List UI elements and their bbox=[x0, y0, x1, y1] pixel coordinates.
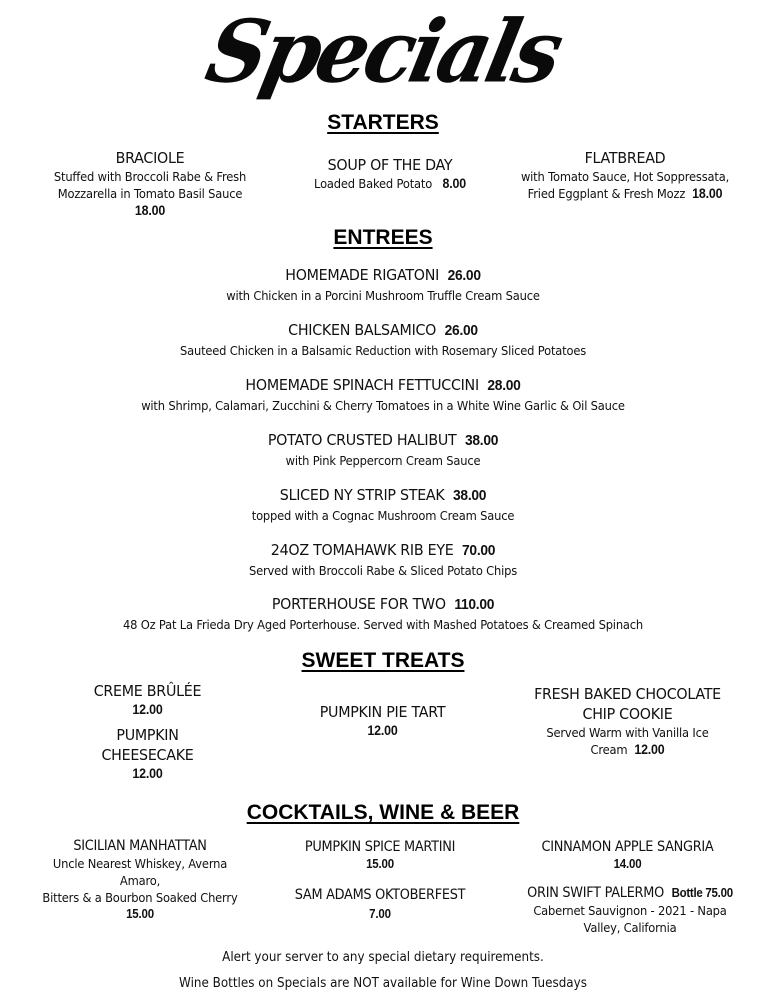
item-price: 38.00 bbox=[464, 432, 499, 449]
item-price: Bottle 75.00 bbox=[671, 886, 733, 900]
item-desc: with Pink Peppercorn Cream Sauce bbox=[285, 453, 481, 468]
menu-item-sicilian-manhattan bbox=[20, 837, 260, 923]
item-desc: Valley, California bbox=[583, 920, 677, 935]
menu-item-halibut bbox=[0, 429, 766, 470]
item-desc: with Chicken in a Porcini Mushroom Truffle Cream Sauce bbox=[226, 288, 540, 303]
section-heading-sweet-treats: SWEET TREATS bbox=[301, 649, 465, 672]
item-name: CREME BRÛLÉE bbox=[93, 682, 202, 700]
section-heading-drinks: COCKTAILS, WINE & BEER bbox=[246, 801, 520, 824]
item-price: 70.00 bbox=[462, 542, 496, 559]
item-price: 7.00 bbox=[369, 907, 391, 921]
item-name: PUMPKIN bbox=[116, 726, 179, 744]
menu-item-spinach-fettuccini bbox=[0, 374, 766, 415]
item-name: CHIP COOKIE bbox=[582, 705, 673, 723]
item-desc: Served Warm with Vanilla Ice bbox=[546, 725, 709, 740]
item-price: 38.00 bbox=[453, 487, 487, 504]
section-heading-starters: STARTERS bbox=[327, 111, 439, 134]
item-name: PUMPKIN PIE TART bbox=[319, 703, 446, 721]
item-price: 18.00 bbox=[134, 203, 166, 218]
menu-item-orin-swift-palermo bbox=[495, 884, 765, 936]
item-desc: Sauteed Chicken in a Balsamic Reduction with Rosemary Sliced Potatoes bbox=[179, 343, 587, 358]
item-name: HOMEMADE RIGATONI bbox=[285, 266, 440, 284]
section-heading-entrees: ENTREES bbox=[333, 226, 433, 249]
item-desc: Stuffed with Broccoli Rabe & Fresh bbox=[53, 169, 247, 184]
footer-dietary-note: Alert your server to any special dietary requirements. bbox=[222, 950, 544, 965]
menu-item-chicken-balsamico bbox=[0, 319, 766, 360]
item-name: CINNAMON APPLE SANGRIA bbox=[541, 839, 714, 855]
menu-item-rigatoni bbox=[0, 264, 766, 305]
item-desc: Mozzarella in Tomato Basil Sauce bbox=[57, 186, 243, 201]
item-name: SOUP OF THE DAY bbox=[327, 156, 453, 174]
item-name: SAM ADAMS OKTOBERFEST bbox=[294, 887, 466, 903]
item-name: PORTERHOUSE FOR TWO bbox=[271, 595, 446, 613]
item-price: 15.00 bbox=[126, 907, 154, 921]
item-name: 24OZ TOMAHAWK RIB EYE bbox=[270, 541, 454, 559]
item-price: 14.00 bbox=[613, 857, 642, 871]
item-name: ORIN SWIFT PALERMO bbox=[527, 885, 664, 901]
item-desc-line bbox=[510, 741, 745, 758]
item-price: 26.00 bbox=[444, 322, 478, 339]
item-name: PUMPKIN SPICE MARTINI bbox=[304, 839, 456, 855]
menu-item-porterhouse bbox=[0, 593, 766, 634]
item-price: 8.00 bbox=[442, 176, 466, 191]
menu-item-cinnamon-apple-sangria bbox=[505, 838, 750, 873]
item-price: 18.00 bbox=[692, 186, 723, 201]
item-desc: Fried Eggplant & Fresh Mozz bbox=[527, 186, 686, 201]
menu-item-pumpkin-spice-martini bbox=[270, 838, 490, 873]
menu-item-soup bbox=[270, 155, 510, 192]
item-name: CHEESECAKE bbox=[101, 746, 194, 764]
item-desc: Cabernet Sauvignon - 2021 - Napa bbox=[533, 903, 727, 918]
menu-item-tomahawk bbox=[0, 539, 766, 580]
item-desc: Served with Broccoli Rabe & Sliced Potato Chips bbox=[248, 563, 518, 578]
item-desc: topped with a Cognac Mushroom Cream Sauce bbox=[251, 508, 515, 523]
item-name: CHICKEN BALSAMICO bbox=[288, 321, 437, 339]
item-price: 12.00 bbox=[132, 766, 163, 781]
item-price: 28.00 bbox=[487, 377, 521, 394]
item-desc: Amaro, bbox=[119, 873, 161, 888]
item-desc: Loaded Baked Potato bbox=[314, 176, 433, 191]
item-price: 15.00 bbox=[366, 857, 394, 871]
menu-item-pumpkin-cheesecake bbox=[60, 725, 235, 782]
item-price: 26.00 bbox=[447, 267, 481, 284]
item-price: 12.00 bbox=[367, 723, 398, 738]
item-desc: Bitters & a Bourbon Soaked Cherry bbox=[42, 890, 238, 905]
menu-item-creme-brulee bbox=[60, 681, 235, 718]
item-price: 12.00 bbox=[634, 742, 665, 757]
item-name: HOMEMADE SPINACH FETTUCCINI bbox=[245, 376, 479, 394]
item-price: 110.00 bbox=[454, 596, 495, 613]
item-name: BRACIOLE bbox=[115, 149, 185, 167]
item-desc: 48 Oz Pat La Frieda Dry Aged Porterhouse. Served with Mashed Potatoes & Creamed Spinach bbox=[122, 617, 644, 632]
item-desc: with Tomato Sauce, Hot Soppressata, bbox=[520, 169, 730, 184]
menu-item-chocolate-chip-cookie bbox=[500, 684, 755, 758]
footer-wine-note: Wine Bottles on Specials are NOT available for Wine Down Tuesdays bbox=[179, 976, 587, 991]
item-name: SICILIAN MANHATTAN bbox=[73, 838, 207, 854]
item-desc: with Shrimp, Calamari, Zucchini & Cherry Tomatoes in a White Wine Garlic & Oil Sauce bbox=[141, 398, 625, 413]
item-desc-line bbox=[501, 185, 749, 202]
item-desc: Uncle Nearest Whiskey, Averna bbox=[52, 856, 228, 871]
menu-item-pumpkin-pie-tart bbox=[280, 702, 485, 739]
item-desc-line bbox=[280, 175, 501, 192]
item-desc: Cream bbox=[590, 742, 628, 757]
menu-item-flatbread bbox=[490, 148, 760, 202]
menu-item-sam-adams bbox=[270, 884, 490, 923]
item-price: 12.00 bbox=[132, 702, 163, 717]
item-name: POTATO CRUSTED HALIBUT bbox=[267, 431, 457, 449]
menu-item-braciole bbox=[20, 148, 280, 219]
item-name: FLATBREAD bbox=[584, 149, 666, 167]
item-name: FRESH BAKED CHOCOLATE bbox=[534, 685, 721, 703]
item-name: SLICED NY STRIP STEAK bbox=[279, 486, 445, 504]
menu-item-ny-strip bbox=[0, 484, 766, 525]
page-title: Specials bbox=[198, 1, 568, 103]
